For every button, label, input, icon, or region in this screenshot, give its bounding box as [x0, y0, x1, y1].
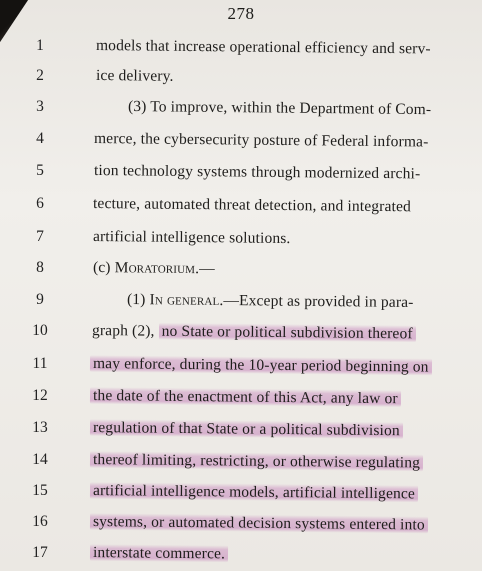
- line-number: 13: [32, 419, 48, 436]
- line-number: 12: [32, 387, 48, 404]
- section-heading: [93, 259, 215, 278]
- plain-text: graph (2),: [91, 322, 159, 340]
- line-number: 10: [32, 322, 48, 339]
- text-line: [90, 482, 418, 503]
- text-line: tion technology systems through modernized archi-: [93, 162, 421, 183]
- paragraph-heading: [127, 291, 414, 312]
- line-number: 8: [36, 259, 44, 276]
- line-number: 9: [36, 291, 44, 308]
- text-line: (3) To improve, within the Department of Com-: [127, 98, 432, 119]
- text-line: [90, 513, 428, 535]
- text-line: merce, the cybersecurity posture of Federal informa-: [93, 130, 429, 151]
- line-number: 4: [36, 130, 44, 147]
- text-line: tecture, automated threat detection, and integrated: [92, 195, 412, 216]
- highlighted-text: the date of the enactment of this Act, any law or: [90, 387, 401, 407]
- highlighted-text: regulation of that State or a political subdivision: [90, 419, 403, 439]
- text-line: [90, 544, 228, 563]
- paragraph-text: .—Except as provided in para-: [219, 291, 414, 312]
- text-line: [92, 322, 416, 343]
- text-line: models that increase operational efficiency and serv-: [95, 37, 431, 58]
- heading-title: Moratorium: [114, 259, 196, 278]
- text-line: [90, 355, 432, 377]
- line-number: 16: [32, 513, 48, 530]
- line-number: 2: [36, 67, 44, 84]
- heading-suffix: .—: [195, 260, 215, 278]
- highlighted-text: artificial intelligence models, artificial intelligence: [90, 482, 418, 502]
- line-number: 11: [32, 355, 48, 372]
- highlighted-text: may enforce, during the 10-year period beginning on: [90, 355, 432, 376]
- page-number: 278: [227, 4, 255, 23]
- highlighted-text: systems, or automated decision systems entered into: [90, 513, 428, 534]
- text-line: [90, 387, 401, 408]
- highlighted-text: thereof limiting, restricting, or otherwise regulating: [90, 451, 423, 471]
- text-line: ice delivery.: [95, 67, 174, 85]
- line-number: 7: [36, 228, 44, 245]
- text-line: [90, 451, 423, 472]
- line-number: 1: [36, 37, 44, 54]
- line-number: 14: [32, 451, 48, 468]
- line-number: 15: [32, 482, 48, 499]
- line-number: 5: [36, 162, 44, 179]
- highlighted-text: interstate commerce.: [90, 544, 228, 562]
- paragraph-title: In general: [149, 291, 220, 309]
- line-number: 6: [36, 195, 44, 212]
- line-number: 17: [32, 544, 48, 561]
- text-line: artificial intelligence solutions.: [92, 228, 291, 248]
- highlighted-text: no State or political subdivision thereof: [159, 323, 416, 343]
- line-number: 3: [36, 98, 44, 115]
- text-line: [90, 419, 403, 440]
- paragraph-prefix: (1): [126, 291, 150, 309]
- heading-prefix: (c): [92, 259, 115, 277]
